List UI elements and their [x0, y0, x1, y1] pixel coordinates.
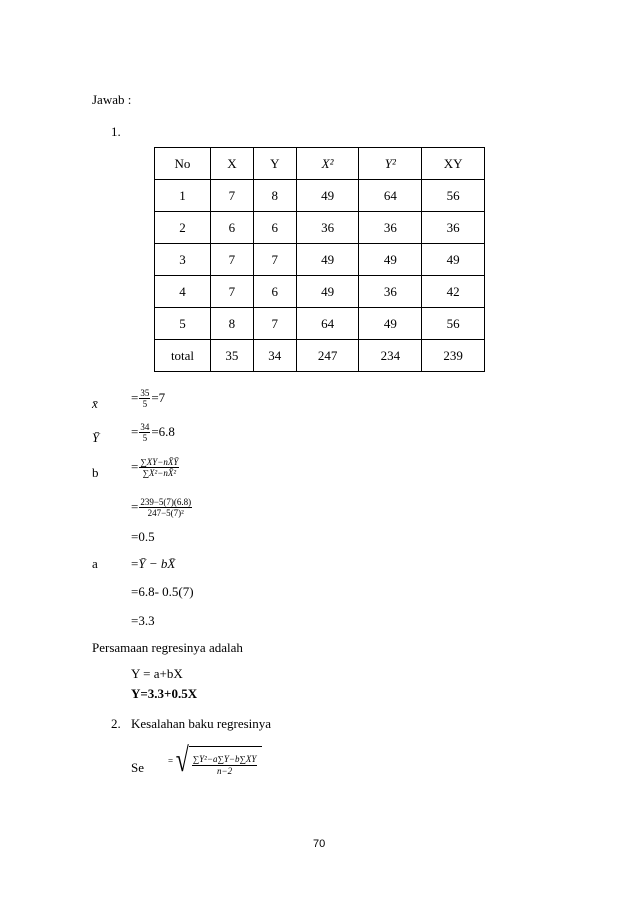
- regression-general: Y = a+bX: [131, 666, 183, 681]
- a-result: =3.3: [131, 613, 155, 628]
- table-row: [155, 180, 485, 212]
- ybar-equation: = $\frac{34}{5}$ =6.8: [131, 422, 175, 444]
- table-cell: 1: [155, 180, 211, 212]
- table-cell: 7: [211, 244, 254, 276]
- ybar-denominator: 5: [142, 433, 148, 444]
- table-cell: 3: [155, 244, 211, 276]
- item-2-title: Kesalahan baku regresinya: [131, 716, 272, 731]
- b-substitution-fraction: [139, 497, 192, 519]
- table-cell: 42: [422, 276, 485, 308]
- b-substitution: = $\frac{239-5(7)(6.8)}{\text{247−5(7)²}}$: [131, 497, 192, 519]
- table-cell: 36: [359, 276, 422, 308]
- table-cell: 239: [422, 340, 485, 372]
- a-step: =6.8- 0.5(7): [131, 584, 194, 599]
- b-result: =0.5: [131, 529, 155, 544]
- table-cell: 247: [296, 340, 359, 372]
- xbar-result: =7: [151, 389, 166, 405]
- b-formula-fraction: [139, 457, 179, 479]
- b-label: b: [92, 465, 99, 480]
- table-cell: 36: [359, 212, 422, 244]
- table-cell: 7: [253, 244, 296, 276]
- ybar-symbol: Ȳ: [92, 430, 100, 445]
- b-formula: = $\frac{\sum XY-nX̄Ȳ}{\text{∑X²−nX̄²}}$: [131, 457, 179, 479]
- table-cell: 56: [422, 180, 485, 212]
- table-row: [155, 308, 485, 340]
- regression-result: Y=3.3+0.5X: [131, 686, 198, 701]
- se-numerator: ∑Y²−a∑Y−b∑XY: [192, 754, 257, 765]
- table-cell: 49: [359, 308, 422, 340]
- b-substitution-denominator: 247−5(7)²: [147, 508, 184, 519]
- table-cell: 36: [422, 212, 485, 244]
- table-cell: 8: [211, 308, 254, 340]
- ybar-numerator: 34: [140, 422, 150, 432]
- xbar-fraction: [139, 388, 150, 410]
- xbar-symbol: x̄: [92, 396, 98, 411]
- xbar-denominator: 5: [142, 399, 148, 410]
- table-cell: 6: [253, 212, 296, 244]
- table-cell: 34: [253, 340, 296, 372]
- sqrt-symbol: √ $\frac{\text{∑Y²−a∑Y−b∑XY}}{n-2}$: [173, 742, 262, 780]
- se-denominator: n−2: [217, 765, 233, 776]
- table-cell: 49: [422, 244, 485, 276]
- table-row: [155, 212, 485, 244]
- header-no: No: [155, 148, 211, 180]
- table-total-row: [155, 340, 485, 372]
- ybar-fraction: [139, 422, 150, 444]
- header-x-squared: X²: [296, 148, 359, 180]
- table-row: [155, 244, 485, 276]
- table-cell: 49: [296, 276, 359, 308]
- page-number: 70: [313, 838, 326, 850]
- table-cell: 64: [359, 180, 422, 212]
- table-cell: 6: [253, 276, 296, 308]
- table-cell: 35: [211, 340, 254, 372]
- table-cell: 64: [296, 308, 359, 340]
- table-cell: 234: [359, 340, 422, 372]
- table-row: [155, 276, 485, 308]
- b-formula-denominator: ∑X²−nX̄²: [142, 468, 177, 479]
- a-formula: =Ȳ − bX̄: [131, 556, 176, 571]
- table-cell: 56: [422, 308, 485, 340]
- table-cell: 6: [211, 212, 254, 244]
- table-cell: 7: [253, 308, 296, 340]
- header-xy: XY: [422, 148, 485, 180]
- table-cell: 49: [359, 244, 422, 276]
- xbar-equation: = $\frac{35}{5}$ =7: [131, 388, 166, 410]
- b-formula-numerator: ∑XY−nX̄Ȳ: [140, 457, 179, 467]
- item-2-number: 2.: [111, 716, 121, 731]
- b-substitution-numerator: 239−5(7)(6.8): [140, 497, 192, 507]
- header-y-squared: Y²: [359, 148, 422, 180]
- table-cell: 49: [296, 180, 359, 212]
- table-cell: 8: [253, 180, 296, 212]
- header-y: Y: [253, 148, 296, 180]
- regression-title: Persamaan regresinya adalah: [92, 640, 243, 655]
- se-fraction: [192, 754, 258, 776]
- table-header-row: [155, 148, 485, 180]
- se-label: Se: [131, 760, 144, 775]
- answer-heading: Jawab :: [92, 92, 132, 107]
- table-cell: 7: [211, 276, 254, 308]
- table-cell: 5: [155, 308, 211, 340]
- table-cell: 7: [211, 180, 254, 212]
- item-1-number: 1.: [111, 124, 121, 139]
- table-cell: total: [155, 340, 211, 372]
- table-cell: 2: [155, 212, 211, 244]
- table-cell: 4: [155, 276, 211, 308]
- data-table: [154, 147, 485, 372]
- table-cell: 49: [296, 244, 359, 276]
- a-formula-expression: Ȳ − bX̄: [138, 556, 176, 571]
- se-formula: = √ $\frac{\text{∑Y²−a∑Y−b∑XY}}{n-2}$: [168, 742, 262, 780]
- table-cell: 36: [296, 212, 359, 244]
- ybar-result: =6.8: [151, 423, 175, 439]
- header-x: X: [211, 148, 254, 180]
- a-label: a: [92, 556, 98, 571]
- xbar-numerator: 35: [140, 388, 150, 398]
